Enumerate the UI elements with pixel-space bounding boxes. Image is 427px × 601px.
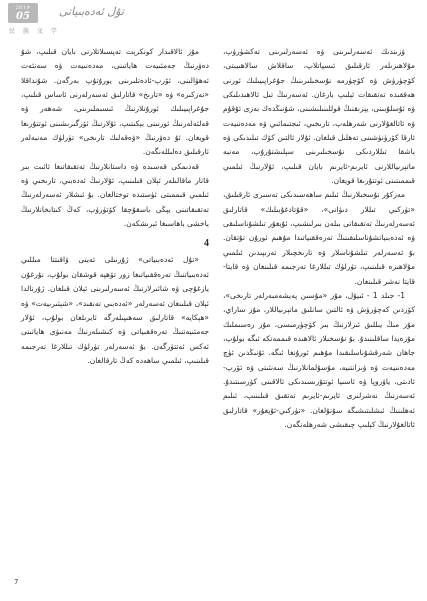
issue-badge — [8, 3, 38, 23]
paragraph: ۋزىندىك ئەسەرلىرىنى ۋە ئەسەرلىرىنى تەكشۈرۈپ، مۇلاھىزىلەر ئارقىلىق ئىسپاتلاپ، ساقلاش سالاھىيىتى، كۆچۈرۈش ۋە كۆچۈرمە نۇسخىلىرىنىڭ جۇغراپىيىلىك ئورنى ھەققىدە تەتقىقات ئېلىپ بارغان. ئەسەرنىڭ تىل ئالاھىدىلىكى ۋە ئۇسلۇبىنى، يېزىقنىڭ قوللىنىلىشىنى، شۇنىڭدەك بەزى ئۇقۇم ۋە ئاتالغۇلارنى شەرھلەپ، تارىخىي، ئىجتىمائىي ۋە مەدەنىيەت ئارقا كۆرۈنۈشىنى تەھلىل قىلغان. ئۇلار ئالتىن كۆك تىلىدىكى ۋە باشقا تىللاردىكى نۇسخىلىرىنى سېلىشتۇرۇپ، مەنبە ماتېرىياللارنى ئايرىم-ئايرىم بايان قىلىپ، ئۇلارنىڭ ئىلمىي قىممىتىنى ئوتتۇرىغا قويغان. — [223, 47, 415, 186]
paragraph: 1- جىلد 1 - ئىيۇل، مۇز «مۇسىن پەيشەمبەرلەر تارىخى»، كۆزدىن كەچۈرۈش ۋە ئالتىن سانلىق ماتېرىياللار، مۇز ساراي، مۇز مىڭ يىللىق ئىزلارنىڭ بىر كۆچۈرمىسى، مۇز رەسىملىك مۇزەيدا ساقلىنىدۇ. بۇ نۇسخىلار ئالاھىدە قىممەتكە ئىگە بولۇپ، جاھان شەرقشۇناسلىقىدا مۇھىم ئورۇنغا ئىگە. ئۇنىڭدىن ئۈچ مەدەنىيەت ۋە ۋىزانتىيە، مۇسۇلمانلارنىڭ سەنئىتى ۋە ئۆرپ-ئادىتى، ياۋروپا ۋە ئاسىيا ئوتتۇرىسىدىكى ئالاقىنى كۆرسىتىدۇ. ئەسەرنىڭ نەشرلىرى ئايرىم-ئايرىم تەتقىق قىلىنىپ، ئىلىم ئەھلىنىڭ ئىشلىتىشىگە سۇنۇلغان. «تۈركىي-ئۇيغۇر» قاتارلىق ئاتالغۇلارنىڭ كېلىپ چىقىشى شەرھلەنگەن. — [223, 290, 415, 429]
paragraph: «تۇل ئەدەبىياتى» ژۇرنىلى ئەينى ۋاقىتتا مىللىي ئەدەبىياتنىڭ تەرەققىياتىغا زور تۆھپە قوشقان بولۇپ، نۇرغۇن يازغۇچى ۋە شائىرلارنىڭ ئەسەرلىرىنى ئېلان قىلغان. ژۇرنالدا ئېلان قىلىنغان ئەسەرلەر «ئەدەبىي تەنقىد»، «شېئىرىيەت» ۋە «ھېكايە» قاتارلىق سەھىپىلەرگە ئايرىلغان بولۇپ، ئۇلار جەمئىيەتنىڭ تەرەققىياتى ۋە كىشىلەرنىڭ مەنىۋى ھاياتىنى ئەكس ئەتتۈرگەن. بۇ ئەسەرلەر تۈرلۈك تىللارغا تەرجىمە قىلىنىپ، ئىلمىي ساھەدە كەڭ تارقالغان. — [21, 255, 209, 365]
page-number: 7 — [14, 578, 19, 586]
section-number: 4 — [204, 238, 209, 250]
text-column-right — [223, 45, 415, 432]
journal-logo: تۇل ئەدەبىياتى — [58, 5, 124, 18]
paragraph: مۇز ئالاقىدار كونكرېت تەپسىلاتلارنى بايان قىلىپ، شۇ دەۋرنىڭ جەمئىيەت ھاياتىنى، مەدەنىيەت ۋە سەنئەت ئەھۋالىنى، ئۆرپ-ئادەتلىرىنى يورۇتۇپ بەرگەن. شۇنداقلا «تەزكىرە» ۋە «تارىخ» قاتارلىق ئەسەرلەرنى ئاساس قىلىپ، جۇغراپىيىلىك ئورۇنلارنىڭ ئىسىملىرىنى، شەھەر ۋە قەلئەلەرنىڭ ئورنىنى بېكىتىپ، ئۇلارنىڭ ئۆزگىرىشىنى ئوتتۇرىغا قويغان. ئۇ دەۋرنىڭ «ۋەقەلىك تارىخى» تۈرلۈك مەنبەلەر ئارقىلىق دەلىللەنگەن. — [21, 47, 209, 157]
journal-subtitle: 民 族 文 学 — [9, 28, 60, 35]
paragraph: مەزكۇر نۇسخىلارنىڭ ئىلىم ساھەسىدىكى تەسىرى ئارقىلىق، «تۈركىي تىللار دىۋانى»، «قۇتادغۇبىلىك» قاتارلىق ئەسەرلەرنىڭ تەتقىقاتى بىلەن بىرلىشىپ، ئۇيغۇر تىلشۇناسلىقى ۋە ئەدەبىياتشۇناسلىقىنىڭ تەرەققىياتىدا مۇھىم ئورۇن تۇتقان. بۇ ئەسەرلەر تىلشۇناسلار ۋە تارىخچىلار تەرىپىدىن ئىلمىي مۇلاھىزە قىلىنىپ، تۈرلۈك تىللارغا تەرجىمە قىلىنغان ۋە قايتا-قايتا نەشر قىلىنغان. — [223, 190, 415, 286]
issue-year: 2019 — [15, 4, 31, 11]
page-header — [0, 0, 427, 44]
text-column-left — [21, 45, 209, 368]
issue-number: 05 — [16, 10, 30, 22]
paragraph: قەدىمكى قەسىدە ۋە داستانلارنىڭ تەتقىقاتىغا ئائىت بىر قاتار ماقالىلەر ئېلان قىلىنىپ، ئۇلارنىڭ ئەدەبىي، تارىخىي ۋە ئىلمىي قىممىتى ئۈستىدە توختالغان. بۇ ئىشلار ئەسەرلەرنىڭ تەتقىقاتىنى يېڭى باسقۇچقا كۆتۈرۈپ، كەڭ كىتابخانلارنىڭ ياخشى باھاسىغا ئېرىشكەن. — [21, 161, 209, 229]
